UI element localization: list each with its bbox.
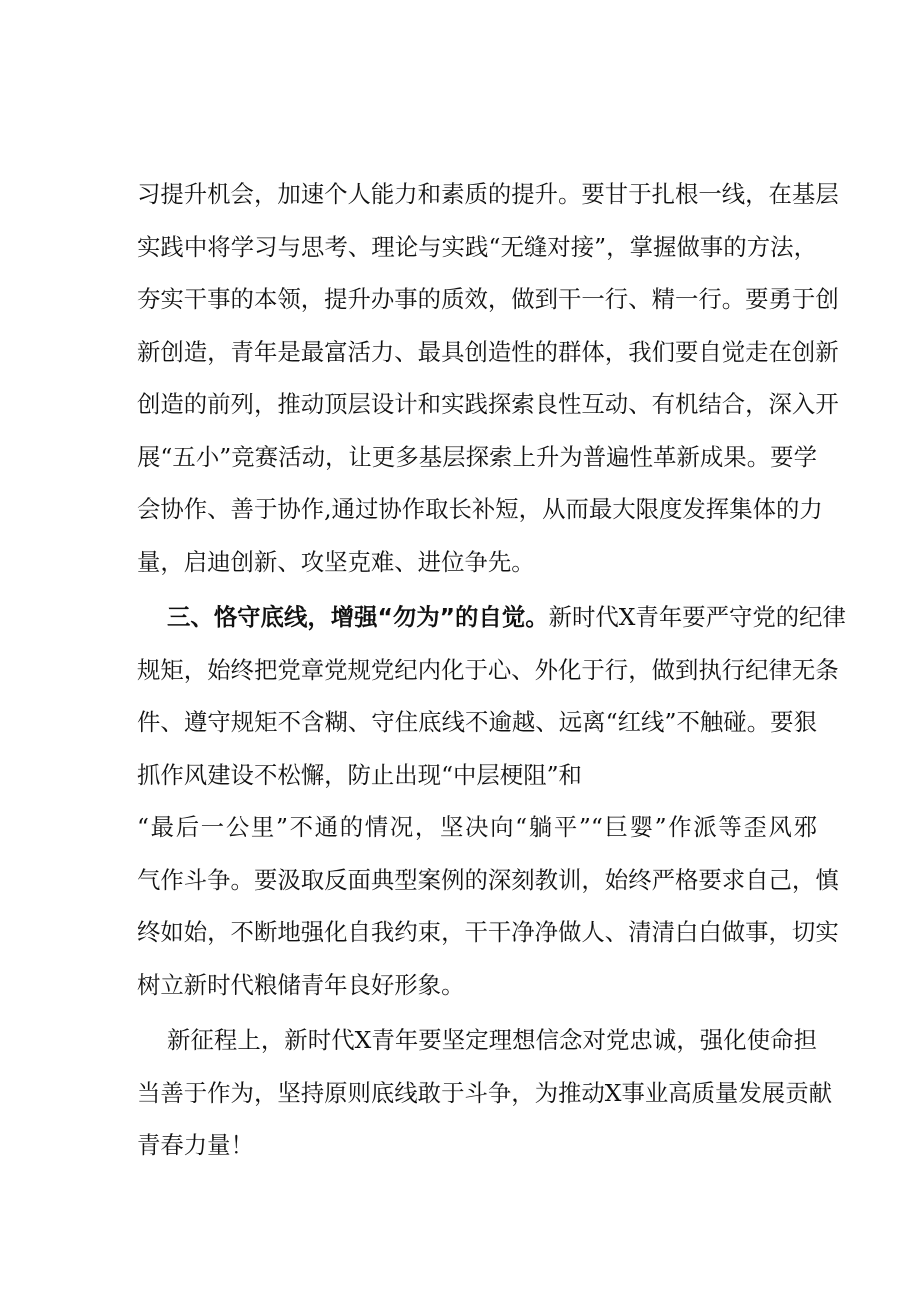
section-heading: 三、恪守底线，增强“勿为”的自觉。: [167, 603, 549, 631]
text-line: 抓作风建设不松懈，防止出现“中层梗阻”和: [137, 761, 582, 789]
text-line: 气作斗争。要汲取反面典型案例的深刻教训，始终严格要求自己，慎: [137, 866, 839, 894]
text-line: 实践中将学习与思考、理论与实践“无缝对接”，掌握做事的方法，: [137, 233, 817, 261]
text-line: 夯实干事的本领，提升办事的质效，做到干一行、精一行。要勇于创: [137, 285, 839, 313]
text-line: 当善于作为，坚持原则底线敢于斗争，为推动X事业高质量发展贡献: [137, 1079, 832, 1107]
text-line: “最后一公里”不通的情况，坚决向“躺平”“巨婴”作派等歪风邪: [137, 813, 817, 841]
heading-line-text: 新时代X青年要严守党的纪律: [548, 603, 846, 631]
text-line: 新征程上，新时代X青年要坚定理想信念对党忠诚，强化使命担: [167, 1026, 817, 1054]
text-line: 新创造，青年是最富活力、最具创造性的群体，我们要自觉走在创新: [137, 338, 839, 366]
text-line: 习提升机会，加速个人能力和素质的提升。要甘于扎根一线，在基层: [137, 180, 839, 208]
text-line: 件、遵守规矩不含糊、守住底线不逾越、远离“红线”不触碰。要狠: [137, 708, 817, 736]
text-line: 会协作、善于协作,通过协作取长补短，从而最大限度发挥集体的力: [137, 495, 823, 523]
text-line: 树立新时代粮储青年良好形象。: [137, 971, 465, 999]
text-line: 创造的前列，推动顶层设计和实践探索良性互动、有机结合，深入开: [137, 390, 839, 418]
text-line: 规矩，始终把党章党规党纪内化于心、外化于行，做到执行纪律无条: [137, 656, 839, 684]
text-line: 展“五小”竞赛活动，让更多基层探索上升为普遍性革新成果。要学: [137, 443, 817, 471]
text-line: 终如始，不断地强化自我约束，干干净净做人、清清白白做事，切实: [137, 918, 839, 946]
section-heading-line: [167, 599, 846, 635]
text-line: 青春力量！: [137, 1131, 254, 1159]
text-line: 量，启迪创新、攻坚克难、进位争先。: [137, 548, 535, 576]
